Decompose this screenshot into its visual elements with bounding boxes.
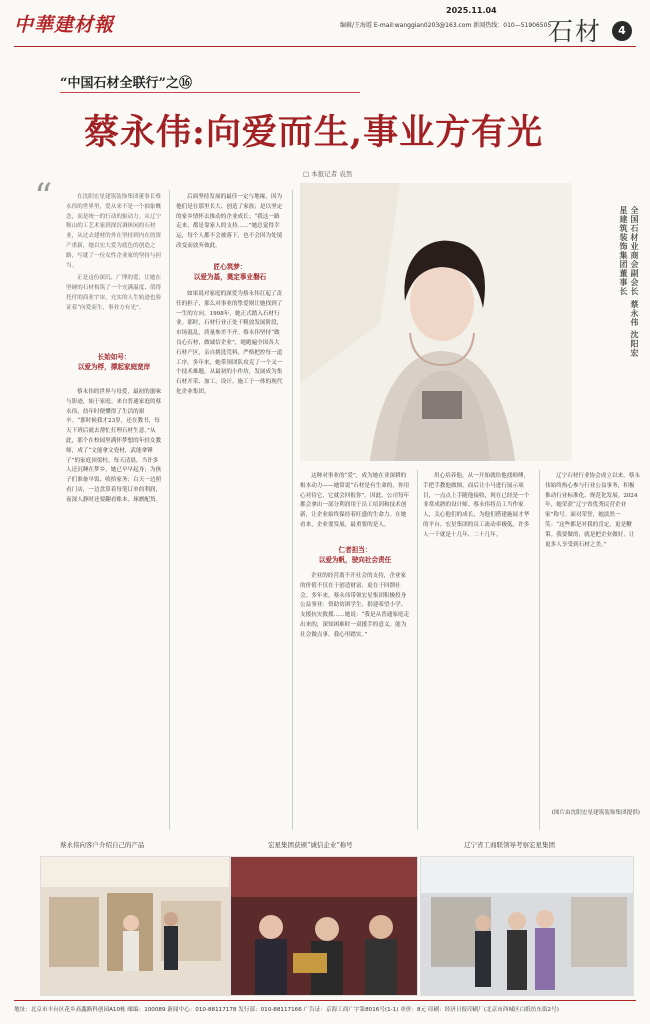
newspaper-logo: 中華建材報 xyxy=(14,14,115,36)
portrait-caption: 全国石材业商会副会长 蔡永伟 沈阳宏星建筑装饰集团董事长 xyxy=(619,206,640,358)
photo-3 xyxy=(420,856,634,996)
editor-line: 编辑/王海霞 E-mail:wanggian0203@163.com 新闻热线：010—51906505 xyxy=(340,22,552,29)
article-column-2a: 后面坚持发展的最佳一定与地缘，因为他们是在那里长大、创造了家族；是以坚定的家乡情怀去推动的企业成长；“我这一路走来，都是靠家人的支持……”她总觉得幸运，每个人都不会被落下，也不会因为处境改变而放弃彼此。 xyxy=(176,194,283,249)
column-divider xyxy=(539,470,540,830)
subhead-3 xyxy=(300,545,410,565)
column-divider xyxy=(292,190,293,830)
quote-mark-icon: “ xyxy=(34,177,53,218)
portrait-illustration xyxy=(300,183,572,461)
photo-1-caption: 蔡永伟向客户介绍自己的产品 xyxy=(60,841,145,849)
subhead-1-line2: 以爱为桴，撑起家庭宽岸 xyxy=(77,363,151,371)
award-ceremony-image xyxy=(231,857,417,995)
intro-paragraph xyxy=(66,193,162,314)
column-label: “中国石材全联行”之⑯ xyxy=(60,76,192,91)
page-number-badge: 4 xyxy=(612,21,632,41)
photo-2 xyxy=(230,856,418,996)
subhead-3-line2: 以爱为帆，驶向社会责任 xyxy=(318,556,392,564)
subhead-3-line1: 仁者担当： xyxy=(338,546,372,554)
photo-1 xyxy=(40,856,230,996)
section-title: 石材 xyxy=(548,17,603,46)
subhead-1 xyxy=(66,352,162,372)
headline: 蔡永伟:向爱而生,事业方有光 xyxy=(84,112,544,153)
article-column-3: 这种对事业的“爱”，成为她在业深耕的根本动力——她常说“石材是有生命的，你用心对待它，它就会回报你”。因此，公司每年都会拿出一部分利润用于员工培训和技术创新，让企业始终保持着旺盛的生命力。在她看来，企业要发展，最重要的是人。 xyxy=(300,473,410,528)
factory-visit-image xyxy=(421,857,633,995)
article-column-4: 企业的经营离不开社会的支持，企业家的价值不仅在于创造财富，更在于回馈社会。多年来，蔡永伟带领宏星集团积极投身公益事业：资助贫困学生、捐建希望小学、支援抗灾救援……她说：“我是从普通家庭走出来的，深知困难时一双援手的意义。能为社会做点事，我心里踏实。” xyxy=(300,573,410,638)
showroom-image xyxy=(41,857,229,995)
subhead-2-line2: 以爱为基，奠定事业磐石 xyxy=(193,273,267,281)
column-label-rule xyxy=(60,92,360,93)
intro-text-2: 正是这份深沉、广博的爱，让她在坚硬的石材构筑了一个充满温度、值得托付的商业宇宙，充实的人生轨迹也验证着“向爱而生，事业方有光”。 xyxy=(66,275,162,311)
masthead xyxy=(0,0,650,52)
photo-2-caption: 宏星集团获颁“诚信企业”称号 xyxy=(268,841,353,849)
subhead-1-line1: 长始如号： xyxy=(97,353,131,361)
subhead-2-line1: 匠心筑梦： xyxy=(213,263,247,271)
article-column-5: 用心培养他，从一开始就给他找师傅，手把手教他做图。而后让小马进行展示项目，一点点上手随他接收，现在已经是一个非常成熟的设计师。蔡永伟将员工当作家人，关心他们的成长，为他们搭建施展才华的平台。宏星集团的员工流动率极低，许多人一干就是十几年、二十几年。 xyxy=(423,473,530,538)
issue-date: 2025.11.04 xyxy=(446,6,497,15)
footer-rule xyxy=(14,1000,636,1001)
footer-info: 地址：北京市丰台区花乡高鑫路科创园A10栋 邮编：100089 新闻中心：010-88117178 发行部：010-88117166 广告证：京海工商广字第8016号(1-1) 单价：8元 印刷：经济日报印刷厂(北京市西城区白纸坊东街2号) xyxy=(14,1007,559,1013)
article-column-2b: 如果说对家庭的深爱为蔡永伟扛起了责任的担子，那么对事业的挚爱则让她找到了一生的方向。1998年，她正式踏入石材行业。那时，石材行业正处于粗放发展阶段，市场混乱，质量参差不齐。蔡永伟坚持“做良心石材，做诚信企业”，她跑遍全国各大石材产区，亲自挑选荒料，严格把控每一道工序。多年来，她带领团队攻克了一个又一个技术难题，从最初的小作坊，发展成为集石材开采、加工、设计、施工于一体的现代化企业集团。 xyxy=(176,291,283,395)
masthead-rule xyxy=(14,46,636,47)
column-divider xyxy=(169,190,170,830)
article-column-6: 辽宁石材行业协会成立以来，蔡永伟始终热心参与行业公益事务，积极推动行业标准化、规范化发展。2024年，她荣获“辽宁省优秀民营企业家”称号。面对荣誉，她淡然一笑：“这些都是对我的肯定，更是鞭策。我要做的，就是把企业做好，让更多人享受到石材之美。” xyxy=(545,473,640,548)
subhead-2 xyxy=(176,262,284,282)
article-column-1: 蔡永伟的世界与母爱，最初的滋味与影迹，始于家庭。来自普通家庭的蔡永伟，幼年时便懂得了生活的艰辛。“那时候我才23岁，还在教书，每天下班后就去帮忙打理石材生意。”从此，那个在校园里满怀梦想的年轻女教师，成了“文能拿文瓷材，武能拿锤子”的家庭顶梁柱。每天清晨，当许多人还沉睡在梦乡，她已早早起身；为孩子们准备早饭、收拾家务；白天一边照看门店，一边盘算着每笔订单的利润，夜深人静时还要翻看账本、琢磨配货。 xyxy=(66,389,162,503)
portrait-photo xyxy=(300,183,572,461)
column-divider xyxy=(417,470,418,830)
byline: □ 本报记者 袁然 xyxy=(303,170,353,178)
photo-3-caption: 辽宁省工商联领导考察宏星集团 xyxy=(464,841,555,849)
photo-credit: (图片由沈阳宏星建筑装饰集团提供) xyxy=(551,810,640,816)
intro-text: 在沈阳宏星建筑装饰集团董事长蔡永伟的世界里，爱从来不是一个抽象概念，而是统一的行动的驱动力。从辽宁鞍山的工艺术家到深沉调休闲的石材业，从过去建材的外在坚持到内在的资产重新，她以宏大爱为底色的创造之路，写就了一位女性企业家的坚持与担当。 xyxy=(66,194,162,269)
